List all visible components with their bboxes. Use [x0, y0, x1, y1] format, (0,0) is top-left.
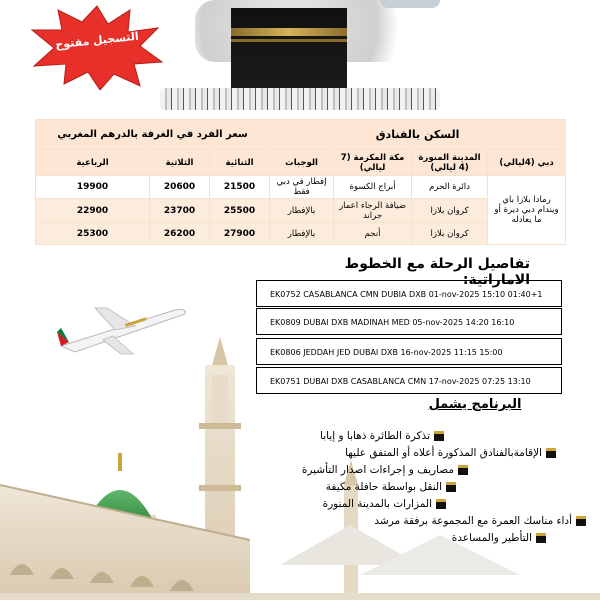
madinah-hotel: كروان بلازا: [412, 199, 488, 223]
list-item: النقل بواسطة حافلة مكيفة: [246, 479, 456, 496]
makkah-hotel: أبراج الكسوة: [334, 176, 412, 199]
makkah-hotel: أنجم: [334, 223, 412, 245]
table-row: [36, 199, 566, 223]
registration-open-badge: [30, 4, 164, 90]
quad-price: 22900: [36, 199, 150, 223]
quad-price: 19900: [36, 176, 150, 199]
kaaba-icon: [536, 533, 546, 543]
double-header: الثنائية: [210, 150, 270, 176]
flight-item-4: EK0751 DUBAI DXB CASABLANCA CMN 17-nov-2025 07:25 13:10: [256, 367, 562, 394]
flights-title: تفاصيل الرحلة مع الخطوط الاماراتية:: [344, 256, 530, 288]
table-row: [36, 223, 566, 245]
madinah-hotel: كروان بلازا: [412, 223, 488, 245]
double-price: 25500: [210, 199, 270, 223]
plane-wing: [380, 0, 440, 8]
double-price: 21500: [210, 176, 270, 199]
quad-price: 25300: [36, 223, 150, 245]
list-item: التأطير والمساعدة: [246, 530, 546, 547]
kaaba-icon: [434, 431, 444, 441]
badge-text: التسجيل مفتوح: [54, 29, 140, 52]
kaaba-icon: [446, 482, 456, 492]
kaaba-icon: [546, 448, 556, 458]
dubai-hotel: رمادا بلازا باي ويندام دبي ديرة أو ما يعادله: [488, 176, 566, 245]
list-item: أداء مناسك العمرة مع المجموعة برفقة مرشد: [246, 513, 586, 530]
list-item: المزارات بالمدينة المنورة: [246, 496, 446, 513]
double-price: 27900: [210, 223, 270, 245]
list-item: الإقامةبالفنادق المذكورة أعلاه أو المتفق عليها: [246, 445, 556, 462]
kaaba: [231, 8, 347, 96]
price-table: [35, 119, 566, 245]
quad-header: الرباعية: [36, 150, 150, 176]
list-item: تذكرة الطائرة ذهابا و إيابا: [246, 428, 444, 445]
program-title: البرنامج يشمل: [428, 397, 522, 412]
table-row: [36, 176, 566, 199]
flight-item-2: EK0809 DUBAI DXB MADINAH MED 05-nov-2025 14:20 16:10: [256, 308, 562, 335]
emirates-plane-icon: [55, 298, 190, 360]
hotels-header: السكن بالفنادق: [270, 120, 566, 150]
price-group-header: سعر الفرد في الغرفة بالدرهم المغربي: [36, 120, 270, 150]
meals-value: إفطار في دبي فقط: [270, 176, 334, 199]
flight-item-1: EK0752 CASABLANCA CMN DUBIA DXB 01-nov-2025 15:10 01:40+1: [256, 280, 562, 307]
meals-header: الوجبات: [270, 150, 334, 176]
pilgrims-crowd: [160, 88, 440, 110]
program-list: [246, 428, 586, 547]
triple-price: 23700: [150, 199, 210, 223]
dubai-header: دبي (4ليالي): [488, 150, 566, 176]
list-item: مصاريف و إجراءات اصدار التأشيرة: [246, 462, 468, 479]
meals-value: بالإفطار: [270, 199, 334, 223]
kaaba-gold-band: [231, 28, 347, 36]
makkah-header: مكة المكرمة (7 ليالي): [334, 150, 412, 176]
kaaba-gold-band-lower: [231, 39, 347, 42]
kaaba-icon: [458, 465, 468, 475]
makkah-hotel: ضيافة الرجاء اعمار جراند: [334, 199, 412, 223]
triple-price: 26200: [150, 223, 210, 245]
madinah-hotel: دائرة الحرم: [412, 176, 488, 199]
meals-value: بالإفطار: [270, 223, 334, 245]
flight-item-3: EK0806 JEDDAH JED DUBAI DXB 16-nov-2025 11:15 15:00: [256, 338, 562, 365]
triple-header: الثلاثية: [150, 150, 210, 176]
kaaba-icon: [576, 516, 586, 526]
kaaba-icon: [436, 499, 446, 509]
madinah-header: المدينة المنورة (4 ليالي): [412, 150, 488, 176]
triple-price: 20600: [150, 176, 210, 199]
